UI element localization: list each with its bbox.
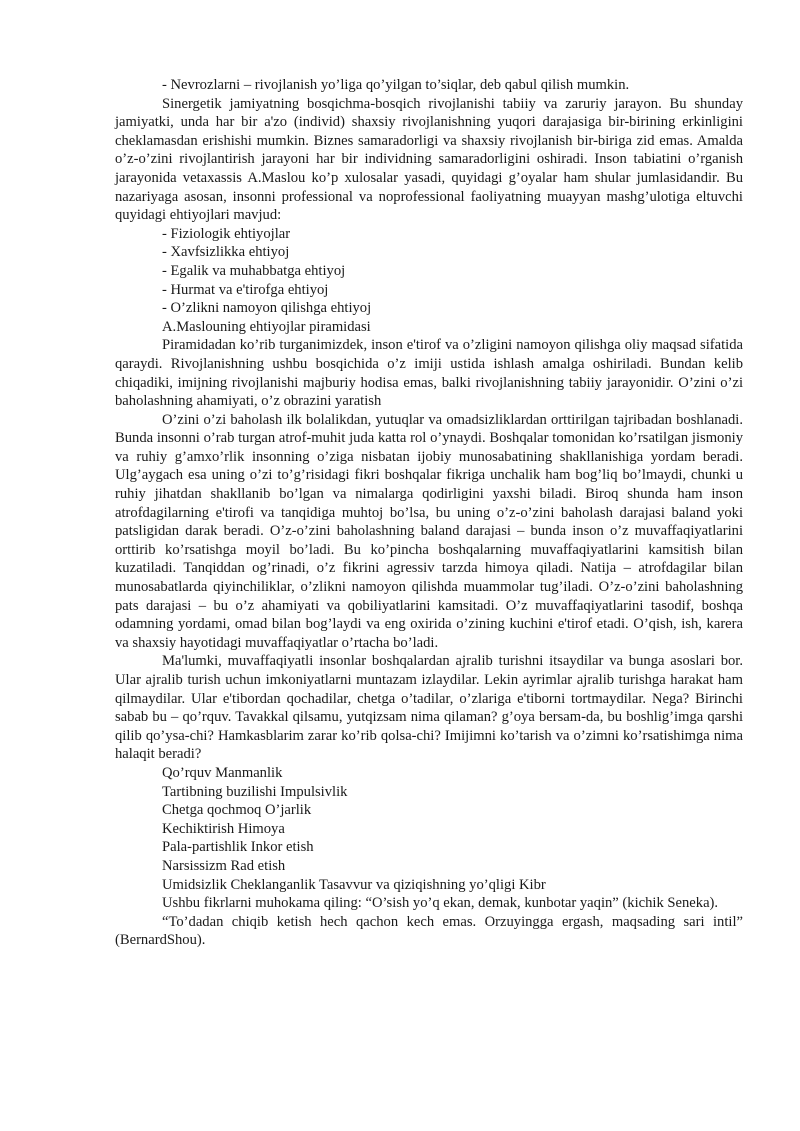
quote-shaw: “To’dadan chiqib ketish hech qachon kech emas. Orzuyingga ergash, maqsading sari intil” (BernardShou).: [115, 913, 743, 949]
paragraph-synergetic-society: Sinergetik jamiyatning bosqichma-bosqich rivojlanishi tabiiy va zaruriy jarayon. Bu shunday jamiyatki, unda har bir a'zo (individ) shaxsiy rivojlanishning yuqori darajasiga bir-birining erkinligini cheklamasdan erishishi mumkin. Biznes samaradorligi va shaxsiy rivojlanish bir-biriga zid emas. Amalda o’z-o’zini rivojlantirish jarayoni har bir individning samaradorligini oshiradi. Inson tabiatini o’rganish jarayonida vetaxassis A.Maslou ko’p xulosalar yasadi, quyidagi g’oyalar ham shular jumlasidandir. Bu nazariyaga asosan, insonni professional va noprofessional faoliyatning muayyan mashg’ulotiga eltuvchi quyidagi ehtiyojlari mavjud:: [115, 95, 743, 224]
paragraph-self-assessment: O’zini o’zi baholash ilk bolalikdan, yutuqlar va omadsizliklardan orttirilgan tajribadan boshlanadi. Bunda insonni o’rab turgan atrof-muhit juda katta rol o’ynaydi. Boshqalar tomonidan ko’rsatilgan jismoniy va ruhiy g’amxo’rlik insonning o’ziga nisbatan ijobiy munosabatining shakllanishiga yordam beradi. Ulg’aygach esa uning o’zi to’g’risidagi fikri boshqalar fikriga unchalik ham bog’liq bo’lmaydi, chunki u ruhiy jihatdan shakllanib bo’lgan va nimalarga qodirligini yaxshi biladi. Biroq shunda ham inson atrofdagilarning e'tirofi va tanqidiga muhtoj bo’lsa, bu uning o’z-o’zini baholash darajasi baland yoki patsligidan darak beradi. O’z-o’zini baholashning baland darajasi – bunda inson o’z muvaffaqiyatlarini orttirib ko’rsatishga moyil bo’ladi. Bu ko’pincha boshqalarning muvaffaqiyatlarini kamsitish bilan kuzatiladi. Tanqiddan og’rinadi, o’z fikrini agressiv tarzda himoya qiladi. Natija – atrofdagilar bilan munosabatlarda qiyinchiliklar, o’zlikni namoyon qilishda muammolar tug’iladi. O’z-o’zini baholashning pats darajasi – bu o’z ahamiyati va qobiliyatlarini kamsitadi. O’z muvaffaqiyatlarini tasodif, boshqa odamning yordami, omad bilan bog’laydi va eng oxirida o’zining kuchini e'tirof etadi. O’qish, ish, karera va shaxsiy hayotidagi muvaffaqiyatlar o’rtacha bo’ladi.: [115, 411, 743, 651]
list-item: Pala-partishlik Inkor etish: [162, 839, 314, 856]
quote-seneca: Ushbu fikrlarni muhokama qiling: “O’sish yo’q ekan, demak, kunbotar yaqin” (kichik Seneka).: [162, 895, 719, 912]
list-item: Narsissizm Rad etish: [162, 857, 286, 874]
needs-list: [115, 225, 743, 318]
list-item: Qo’rquv Manmanlik: [162, 764, 283, 781]
list-item: - Fiziologik ehtiyojlar: [162, 225, 291, 242]
list-item: Tartibning buzilishi Impulsivlik: [162, 783, 348, 800]
list-item: - Hurmat va e'tirofga ehtiyoj: [162, 281, 329, 298]
list-item: Chetga qochmoq O’jarlik: [162, 802, 312, 819]
pyramid-title: A.Maslouning ehtiyojlar piramidasi: [162, 318, 371, 335]
paragraph-pyramid: Piramidadan ko’rib turganimizdek, inson e'tirof va o’zligini namoyon qilishga oliy maqsad sifatida qaraydi. Rivojlanishning ushbu bosqichida o’z imiji ustida ishlash amalga oshiriladi. Bundan kelib chiqadiki, imijning rivojlanishi majburiy hodisa emas, balki rivojlanishning tabiiy jarayonidir. O’zini o’zi baholashning ahamiyati, o’z obrazini yaratish: [115, 337, 743, 410]
list-item: - O’zlikni namoyon qilishga ehtiyoj: [162, 300, 372, 317]
paragraph-successful-people: Ma'lumki, muvaffaqiyatli insonlar boshqalardan ajralib turishni itsaydilar va bunga asoslari bor. Ular ajralib turish uchun imkoniyatlarni muntazam izlaydilar. Lekin ayrimlar ajralib turishga harakat ham qilmaydilar. Ular e'tibordan qochadilar, chetga o’tadilar, o’zlariga e'tiborni tortmaydilar. Nega? Birinchi sabab bu – qo’rquv. Tavakkal qilsamu, yutqizsam nima qilaman? g’oya bersam-da, bu boshlig’imga qarshi qilib qo’ysa-chi? Hamkasblarim zarar ko’rib qolsa-chi? Imijimni ko’tarish va o’zimni ko’rsatishimga nima halaqit beradi?: [115, 653, 743, 763]
list-item: - Xavfsizlikka ehtiyoj: [162, 244, 290, 261]
obstacles-list: [115, 764, 743, 894]
list-item: - Egalik va muhabbatga ehtiyoj: [162, 262, 346, 279]
intro-line: - Nevrozlarni – rivojlanish yo’liga qo’yilgan to’siqlar, deb qabul qilish mumkin.: [162, 77, 630, 93]
document-page: [115, 76, 743, 950]
list-item: Umidsizlik Cheklanganlik Tasavvur va qiziqishning yo’qligi Kibr: [162, 876, 546, 893]
list-item: Kechiktirish Himoya: [162, 820, 285, 837]
